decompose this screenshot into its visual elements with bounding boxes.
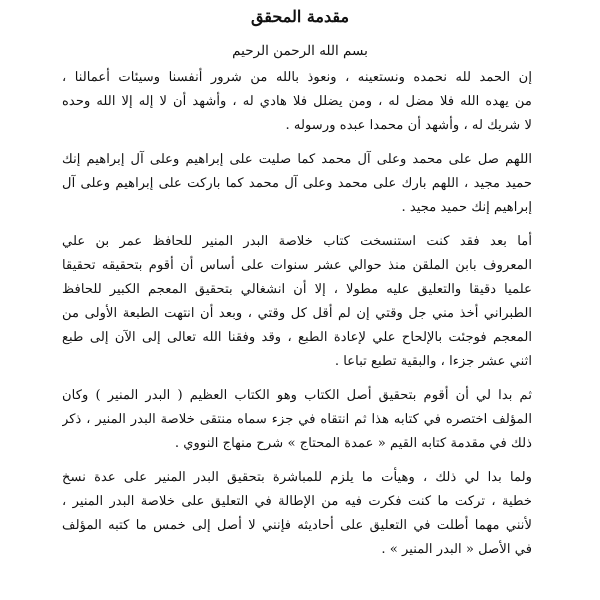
text-line: حميد مجيد ، اللهم بارك على محمد وعلى آل محمد كما باركت على إبراهيم وعلى آل <box>62 176 532 191</box>
text-line: اللهم صل على محمد وعلى آل محمد كما صليت على إبراهيم وعلى آل إبراهيم إنك <box>62 152 532 167</box>
text-line: ثم بدا لي أن أقوم بتحقيق أصل الكتاب وهو الكتاب العظيم ( البدر المنير ) وكان <box>62 388 532 403</box>
text-line: ولما بدا لي ذلك ، وهيأت ما يلزم للمباشرة بتحقيق البدر المنير على عدة نسخ <box>62 470 532 485</box>
text-line: المعجم فوجئت بالإلحاح علي لإعادة الطبع ، وقد وفقنا الله تعالى إلى الآن إلى طبع <box>62 330 532 345</box>
text-line: المؤلف اختصره في كتابه هذا ثم انتقاه في جزء سماه منتقى خلاصة البدر المنير ، ذكر <box>62 412 532 427</box>
text-line: خطية ، تركت ما كنت فكرت فيه من الإطالة في التعليق على خلاصة البدر المنير ، <box>62 494 532 509</box>
page-title: مقدمة المحقق <box>250 7 350 26</box>
text-line: علميا دقيقا والتعليق عليه مطولا ، إلا أن انشغالي بتحقيق المعجم الكبير للحافظ <box>62 282 532 297</box>
text-line: لأنني مهما أطلت في التعليق على أحاديثه فإنني لا أصل إلى خمس ما كتبه المؤلف <box>62 518 532 533</box>
text-line: الطبراني أخذ مني جل وقتي إن لم أقل كل وقتي ، وبعد أن انتهت الطبعة الأولى من <box>62 306 532 321</box>
text-line: من يهده الله فلا مضل له ، ومن يضلل فلا هادي له ، وأشهد أن لا إله إلا الله وحده <box>62 94 532 109</box>
text-line: إبراهيم إنك حميد مجيد . <box>401 200 532 215</box>
basmala-heading: بسم الله الرحمن الرحيم <box>232 43 368 59</box>
text-line: في الأصل « البدر المنير » . <box>381 542 532 557</box>
text-line: لا شريك له ، وأشهد أن محمدا عبده ورسوله . <box>285 118 532 133</box>
text-line: اثني عشر جزءا ، والبقية تطبع تباعا . <box>334 354 532 369</box>
text-line: أما بعد فقد كنت استنسخت كتاب خلاصة البدر المنير للحافظ عمر بن علي <box>62 234 532 249</box>
text-line: المعروف بابن الملقن منذ حوالي عشر سنوات على أساس أن أقوم بتحقيقه تحقيقا <box>62 258 532 273</box>
text-line: ذلك في مقدمة كتابه القيم « عمدة المحتاج » شرح منهاج النووي . <box>174 436 532 451</box>
text-line: إن الحمد لله نحمده ونستعينه ، ونعوذ بالله من شرور أنفسنا وسيئات أعمالنا ، <box>62 70 532 85</box>
